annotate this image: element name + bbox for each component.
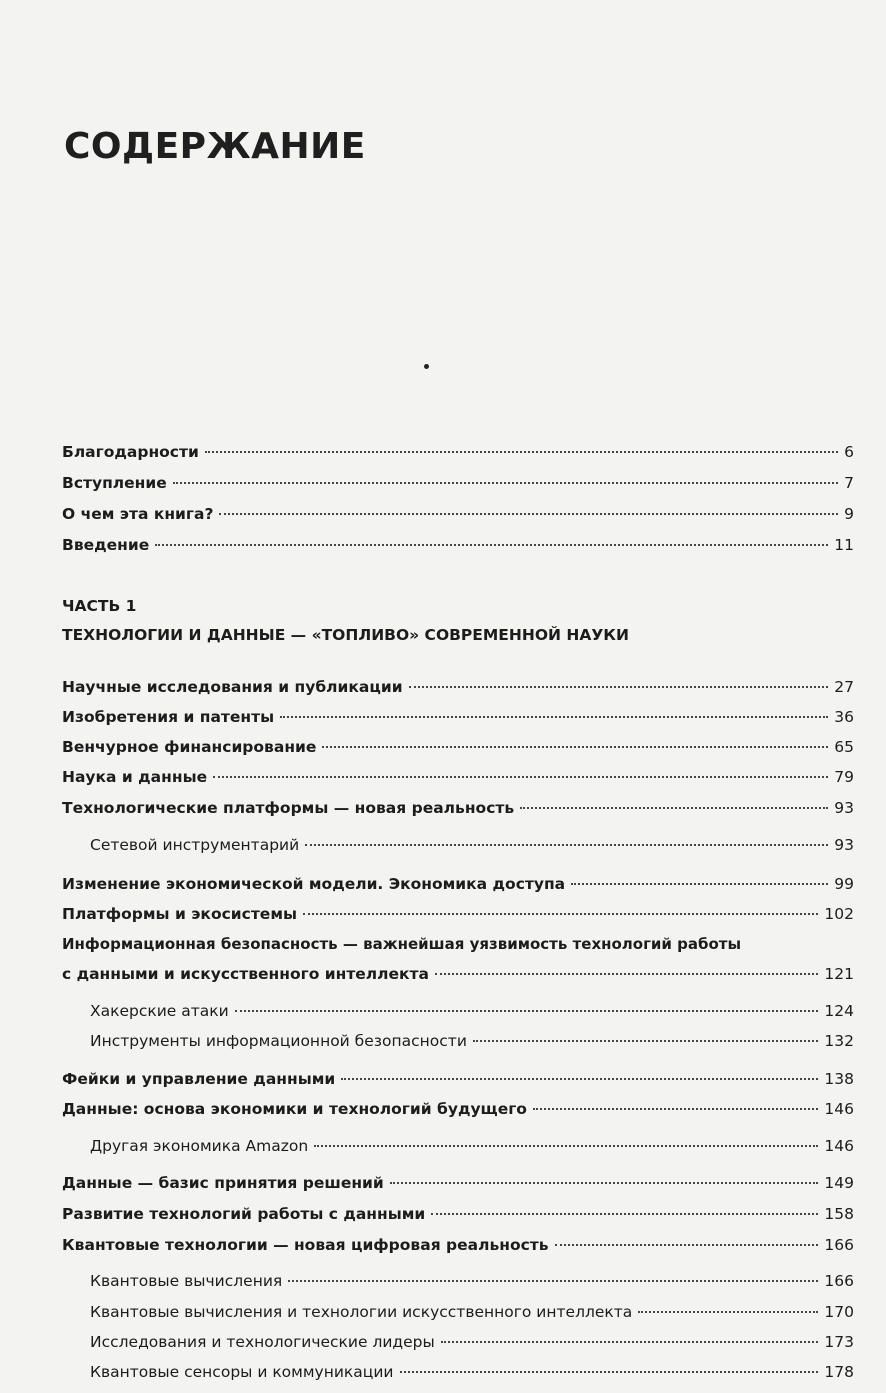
dot-leader [533, 1108, 818, 1110]
toc-entry-label: Развитие технологий работы с данными [62, 1205, 426, 1223]
toc-entry-label: Другая экономика Amazon [90, 1137, 309, 1155]
toc-entry-page: 7 [844, 474, 854, 492]
part-label: ЧАСТЬ 1 [62, 597, 137, 615]
dot-leader [155, 544, 828, 546]
dot-leader [441, 1341, 819, 1343]
toc-entry[interactable] [62, 798, 854, 818]
toc-subentry[interactable] [90, 1031, 854, 1051]
dot-leader [280, 716, 828, 718]
toc-entry-page: 149 [824, 1174, 854, 1192]
toc-entry-line-2[interactable] [62, 964, 854, 984]
dot-leader [473, 1040, 819, 1042]
toc-entry[interactable] [62, 1069, 854, 1089]
toc-entry-page: 138 [824, 1070, 854, 1088]
toc-entry-page: 166 [824, 1272, 854, 1290]
toc-subentry[interactable] [90, 1001, 854, 1021]
toc-entry-page: 27 [834, 678, 854, 696]
part-title: ТЕХНОЛОГИИ И ДАННЫЕ — «ТОПЛИВО» СОВРЕМЕННОЙ НАУКИ [62, 626, 629, 644]
toc-entry[interactable] [62, 473, 854, 493]
toc-entry-page: 132 [824, 1032, 854, 1050]
toc-entry-page: 99 [834, 875, 854, 893]
toc-entry-page: 36 [834, 708, 854, 726]
dot-leader [303, 913, 818, 915]
toc-entry[interactable] [62, 1099, 854, 1119]
toc-entry-page: 173 [824, 1333, 854, 1351]
toc-entry[interactable] [62, 1204, 854, 1224]
toc-entry-page: 146 [824, 1137, 854, 1155]
dot-leader [400, 1371, 819, 1373]
toc-entry-page: 166 [824, 1236, 854, 1254]
dot-leader [571, 883, 828, 885]
toc-entry-page: 146 [824, 1100, 854, 1118]
toc-entry[interactable] [62, 737, 854, 757]
dot-leader [638, 1311, 818, 1313]
toc-entry-label: Венчурное финансирование [62, 738, 317, 756]
toc-entry-page: 178 [824, 1363, 854, 1381]
toc-subentry[interactable] [90, 1136, 854, 1156]
toc-entry-label: Инструменты информационной безопасности [90, 1032, 467, 1050]
toc-entry-page: 79 [834, 768, 854, 786]
dot-leader [390, 1182, 819, 1184]
dot-leader [435, 973, 818, 975]
dot-leader [213, 776, 828, 778]
toc-entry-page: 9 [844, 505, 854, 523]
toc-entry-page: 124 [824, 1002, 854, 1020]
toc-entry-label: О чем эта книга? [62, 505, 214, 523]
toc-entry-label: Изменение экономической модели. Экономика доступа [62, 875, 566, 893]
dot-leader [322, 746, 828, 748]
toc-entry-page: 65 [834, 738, 854, 756]
toc-entry-label: Квантовые вычисления и технологии искусственного интеллекта [90, 1303, 633, 1321]
toc-entry[interactable] [62, 535, 854, 555]
toc-subentry[interactable] [90, 1302, 854, 1322]
toc-entry-label: Данные — базис принятия решений [62, 1174, 384, 1192]
toc-subentry[interactable] [90, 1362, 854, 1382]
toc-entry-label: Исследования и технологические лидеры [90, 1333, 435, 1351]
dot-leader [409, 686, 829, 688]
toc-entry-label: Сетевой инструментарий [90, 836, 300, 854]
toc-subentry[interactable] [90, 1271, 854, 1291]
toc-entry-label: Квантовые технологии — новая цифровая реальность [62, 1236, 549, 1254]
toc-entry-page: 6 [844, 443, 854, 461]
toc-entry-page: 93 [834, 836, 854, 854]
toc-entry-label: Квантовые сенсоры и коммуникации [90, 1363, 394, 1381]
dot-leader [205, 451, 838, 453]
toc-entry-page: 170 [824, 1303, 854, 1321]
page-title: СОДЕРЖАНИЕ [64, 126, 366, 167]
toc-subentry[interactable] [90, 1332, 854, 1352]
dot-leader [219, 513, 838, 515]
toc-entry[interactable] [62, 442, 854, 462]
toc-entry-line-1[interactable] [62, 934, 854, 954]
toc-entry-label: Квантовые вычисления [90, 1272, 283, 1290]
toc-subentry[interactable] [90, 835, 854, 855]
dot-leader [235, 1010, 819, 1012]
toc-entry-label: Благодарности [62, 443, 199, 461]
toc-entry-label-cont: с данными и искусственного интеллекта [62, 965, 429, 983]
toc-entry[interactable] [62, 874, 854, 894]
dot-leader [288, 1280, 818, 1282]
dot-leader [341, 1078, 818, 1080]
toc-entry-label: Данные: основа экономики и технологий будущего [62, 1100, 527, 1118]
toc-entry-page: 102 [824, 905, 854, 923]
toc-entry-page: 158 [824, 1205, 854, 1223]
toc-entry-label: Информационная безопасность — важнейшая уязвимость технологий работы [62, 935, 742, 953]
toc-entry[interactable] [62, 767, 854, 787]
toc-entry[interactable] [62, 677, 854, 697]
dot-leader [520, 807, 828, 809]
toc-entry-label: Наука и данные [62, 768, 208, 786]
decorative-dot [424, 364, 429, 369]
toc-entry-label: Фейки и управление данными [62, 1070, 336, 1088]
toc-entry-label: Изобретения и патенты [62, 708, 275, 726]
toc-entry-label: Введение [62, 536, 150, 554]
dot-leader [555, 1244, 819, 1246]
toc-entry[interactable] [62, 904, 854, 924]
toc-entry-label: Научные исследования и публикации [62, 678, 403, 696]
toc-entry-page: 93 [834, 799, 854, 817]
toc-entry[interactable] [62, 504, 854, 524]
toc-entry-label: Платформы и экосистемы [62, 905, 298, 923]
dot-leader [305, 844, 828, 846]
dot-leader [173, 482, 838, 484]
toc-entry[interactable] [62, 707, 854, 727]
toc-entry-label: Вступление [62, 474, 167, 492]
dot-leader [314, 1145, 818, 1147]
toc-entry-label: Хакерские атаки [90, 1002, 229, 1020]
dot-leader [431, 1213, 818, 1215]
toc-entry[interactable] [62, 1173, 854, 1193]
toc-entry[interactable] [62, 1235, 854, 1255]
toc-entry-page: 11 [834, 536, 854, 554]
toc-entry-page: 121 [824, 965, 854, 983]
toc-entry-label: Технологические платформы — новая реальность [62, 799, 515, 817]
